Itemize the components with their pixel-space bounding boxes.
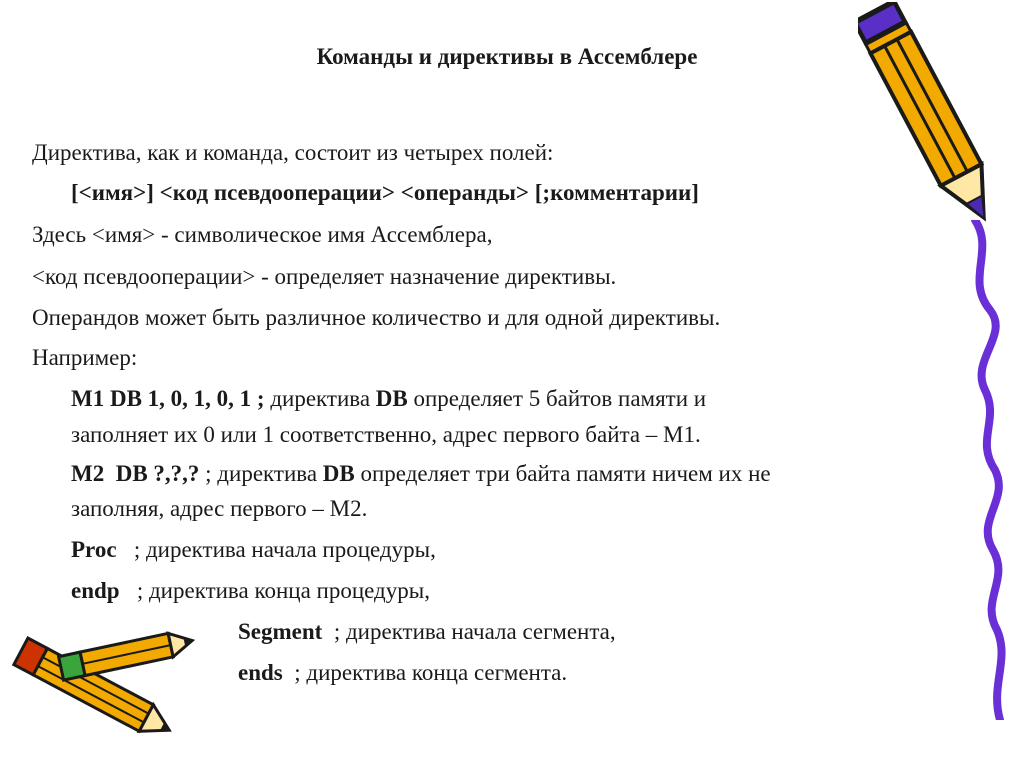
example-2-text-b: определяет три байта памяти ничем их не — [354, 461, 771, 486]
example-1-text-a: директива — [264, 386, 376, 411]
example-1-keyword: DB — [375, 386, 408, 411]
example-1-line-1 — [71, 384, 706, 414]
description-line-1: Здесь <имя> - символическое имя Ассемблера, — [32, 222, 493, 247]
squiggle-line-decoration — [955, 220, 1015, 720]
example-4-line — [71, 576, 430, 606]
example-2-line-2: заполняя, адрес первого – М2. — [71, 496, 368, 521]
intro-text: Директива, как и команда, состоит из четырех полей: — [32, 140, 554, 165]
example-4-text: ; директива конца процедуры, — [119, 578, 430, 603]
syntax-line: [<имя>] <код псевдооперации> <операнды> [;комментарии] — [71, 180, 699, 205]
example-2-code: M2 DB ?,?,? — [71, 461, 200, 486]
example-6-text: ; директива конца сегмента. — [282, 660, 568, 685]
crossed-pencils-icon — [0, 618, 200, 763]
pencil-icon-top-right — [858, 2, 1008, 247]
example-3-line — [71, 535, 436, 565]
example-4-code: endp — [71, 578, 120, 603]
example-2-line-1 — [71, 459, 771, 489]
example-1-line-2: заполняет их 0 или 1 соответственно, адрес первого байта – М1. — [71, 422, 701, 447]
slide-title: Команды и директивы в Ассемблере — [316, 44, 698, 69]
example-1-text-b: определяет 5 байтов памяти и — [407, 386, 707, 411]
example-1-code: M1 DB 1, 0, 1, 0, 1 ; — [71, 386, 265, 411]
example-5-code: Segment — [238, 619, 323, 644]
example-5-line — [238, 617, 616, 647]
example-6-code: ends — [238, 660, 283, 685]
example-6-line — [238, 658, 567, 688]
description-line-2: <код псевдооперации> - определяет назначение директивы. — [32, 264, 617, 289]
example-2-text-a: ; директива — [199, 461, 323, 486]
example-label: Например: — [32, 345, 138, 370]
example-3-text: ; директива начала процедуры, — [116, 537, 436, 562]
description-line-3: Операндов может быть различное количество и для одной директивы. — [32, 305, 721, 330]
example-5-text: ; директива начала сегмента, — [322, 619, 616, 644]
example-2-keyword: DB — [322, 461, 355, 486]
example-3-code: Proc — [71, 537, 117, 562]
